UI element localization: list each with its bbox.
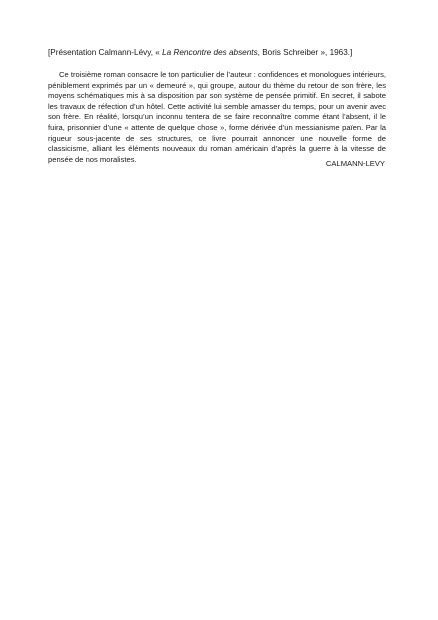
publisher-signature: CALMANN-LEVY: [325, 159, 385, 168]
header-prefix: [Présentation Calmann-Lévy, «: [48, 48, 163, 57]
presentation-header: [48, 47, 398, 58]
header-suffix: , Boris Schreiber », 1963.]: [257, 48, 353, 57]
book-title: La Rencontre des absents: [162, 48, 258, 57]
body-paragraph: Ce troisième roman consacre le ton particulier de l’auteur : confidences et monologues intérieurs, péniblement exprimés par un « demeuré », qui groupe, autour du thème du retour de son frère, les moyens schématiques mis à sa disposition par son système de pensée primitif. En secret, il sabote les travaux de réfection d’un hôtel. Cette activité lui semble amasser du temps, pour un avenir avec son frère. En réalité, lorsqu’un inconnu tentera de se faire reconnaître comme étant l’absent, il le fuira, prisonnier d’une « attente de quelque chose », forme dérivée d’un messianisme païen. Par la rigueur sous-jacente de ses structures, ce livre pourrait annoncer une nouvelle forme de classicisme, alliant les éléments nouveaux du roman américain d’après la guerre à la vitesse de pensée de nos moralistes.: [48, 70, 386, 164]
